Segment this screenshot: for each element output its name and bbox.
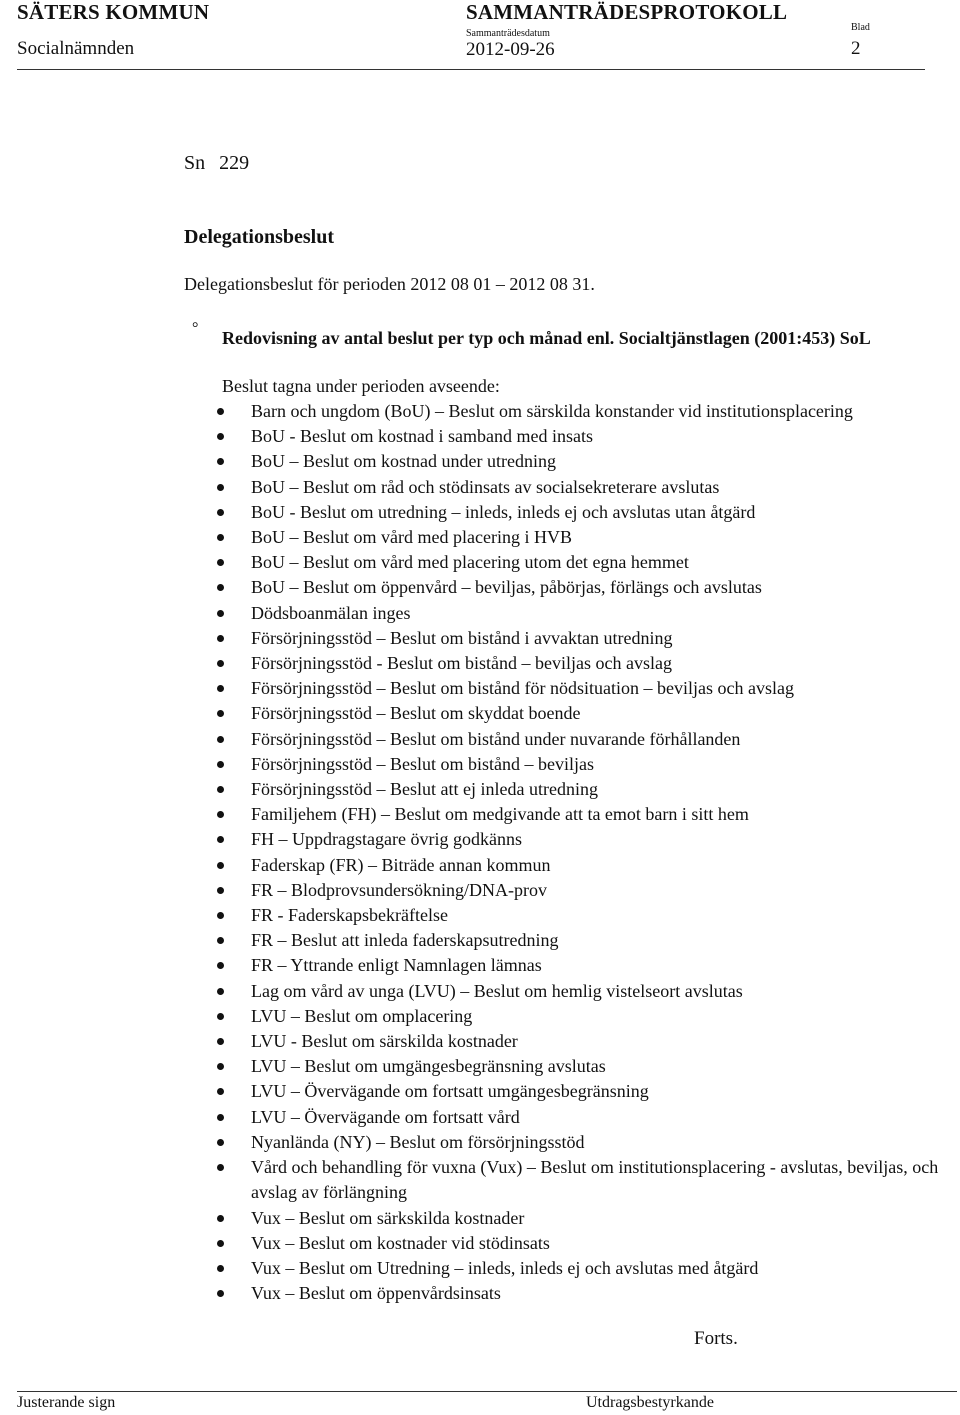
header-divider — [17, 69, 925, 70]
list-item-text: BoU - Beslut om utredning – inleds, inleds ej och avslutas utan åtgärd — [251, 501, 756, 522]
bullet-icon — [217, 1063, 224, 1070]
bullet-icon — [217, 484, 224, 491]
bullet-icon — [217, 635, 224, 642]
bullet-icon — [217, 811, 224, 818]
case-number — [184, 152, 249, 175]
bullet-icon — [217, 685, 224, 692]
department-name: Socialnämnden — [17, 38, 135, 59]
list-item-text: BoU – Beslut om öppenvård – beviljas, påbörjas, förlängs och avslutas — [251, 577, 762, 598]
list-item — [212, 777, 952, 802]
list-item-text: FR – Beslut att inleda faderskapsutredning — [251, 930, 559, 951]
document-title: SAMMANTRÄDESPROTOKOLL — [466, 0, 788, 24]
list-item-text: Försörjningsstöd – Beslut om bistånd under nuvarande förhållanden — [251, 728, 741, 749]
list-item — [212, 853, 952, 878]
bullet-icon — [217, 786, 224, 793]
bullet-icon — [217, 962, 224, 969]
list-item — [212, 1130, 952, 1155]
bullet-icon — [217, 509, 224, 516]
list-item — [212, 525, 952, 550]
list-item — [212, 651, 952, 676]
list-item — [212, 928, 952, 953]
list-item-text: Barn och ungdom (BoU) – Beslut om särskilda konstander vid institutionsplacering — [251, 401, 853, 421]
list-item — [212, 878, 952, 903]
list-item — [212, 953, 952, 978]
continued-note: Forts. — [694, 1328, 738, 1349]
list-item-text: Vux – Beslut om kostnader vid stödinsats — [251, 1232, 550, 1253]
list-item-text: BoU - Beslut om kostnad i samband med insats — [251, 426, 593, 447]
list-item — [212, 727, 952, 752]
list-item-text: BoU – Beslut om vård med placering utom det egna hemmet — [251, 552, 689, 573]
intro-text: Beslut tagna under perioden avseende: — [222, 376, 500, 396]
list-item — [212, 550, 952, 575]
certification-label: Utdragsbestyrkande — [586, 1394, 714, 1411]
bullet-icon — [217, 610, 224, 617]
bullet-icon — [217, 534, 224, 541]
list-item — [212, 626, 952, 651]
list-item-text: Nyanlända (NY) – Beslut om försörjningsstöd — [251, 1131, 585, 1152]
bullet-icon — [217, 660, 224, 667]
list-item-text: FR – Blodprovsundersökning/DNA-prov — [251, 879, 547, 900]
list-item-text: FR - Faderskapsbekräftelse — [251, 905, 448, 926]
list-item — [212, 601, 952, 626]
bullet-icon — [217, 1139, 224, 1146]
list-item-text: LVU – Övervägande om fortsatt umgängesbegränsning — [251, 1081, 649, 1102]
page-label: Blad — [851, 22, 870, 33]
report-title: Redovisning av antal beslut per typ och månad enl. Socialtjänstlagen (2001:453) SoL — [222, 328, 871, 348]
list-item — [212, 1029, 952, 1054]
case-number-value: 229 — [219, 152, 250, 174]
meeting-date: 2012-09-26 — [466, 39, 555, 60]
footer-divider — [17, 1391, 957, 1392]
bullet-icon — [217, 710, 224, 717]
list-item-text: Dödsboanmälan inges — [251, 602, 411, 623]
bullet-icon — [217, 1038, 224, 1045]
bullet-icon — [217, 1290, 224, 1297]
bullet-icon — [217, 836, 224, 843]
list-item-text: Familjehem (FH) – Beslut om medgivande att ta emot barn i sitt hem — [251, 804, 749, 825]
list-item — [212, 449, 952, 474]
list-item-text: FH – Uppdragstagare övrig godkänns — [251, 829, 522, 850]
list-item — [212, 1155, 952, 1205]
bullet-icon — [217, 1088, 224, 1095]
list-item-text: BoU – Beslut om vård med placering i HVB — [251, 527, 572, 548]
bullet-icon — [217, 584, 224, 591]
list-item — [212, 827, 952, 852]
list-item-text: Lag om vård av unga (LVU) – Beslut om hemlig vistelseort avslutas — [251, 980, 743, 1001]
bullet-icon — [217, 988, 224, 995]
list-item-text: Försörjningsstöd – Beslut om bistånd i avvaktan utredning — [251, 627, 673, 648]
bullet-icon — [217, 1164, 224, 1171]
list-item — [212, 424, 952, 449]
degree-bullet-icon: ° — [192, 320, 199, 337]
list-item — [212, 1004, 952, 1029]
bullet-icon — [217, 887, 224, 894]
bullet-icon — [217, 912, 224, 919]
list-item — [212, 1256, 952, 1281]
organization-name: SÄTERS KOMMUN — [17, 0, 210, 24]
list-item-text: LVU – Beslut om umgängesbegränsning avslutas — [251, 1056, 606, 1077]
list-item-text: Vux – Beslut om särkskilda kostnader — [251, 1207, 525, 1228]
list-item-text: Försörjningsstöd – Beslut om skyddat boende — [251, 703, 581, 724]
list-item — [212, 979, 952, 1004]
list-item — [212, 399, 952, 424]
bullet-icon — [217, 458, 224, 465]
list-item-text: FR – Yttrande enligt Namnlagen lämnas — [251, 955, 542, 976]
list-item — [212, 701, 952, 726]
list-item — [212, 1231, 952, 1256]
bullet-icon — [217, 761, 224, 768]
list-item — [212, 1105, 952, 1130]
bullet-icon — [217, 559, 224, 566]
list-item-text: LVU - Beslut om särskilda kostnader — [251, 1031, 518, 1052]
bullet-icon — [217, 736, 224, 743]
list-item-text: LVU – Övervägande om fortsatt vård — [251, 1106, 520, 1127]
bullet-icon — [217, 1013, 224, 1020]
case-prefix: Sn — [184, 152, 206, 174]
list-item-text: Vux – Beslut om öppenvårdsinsats — [251, 1283, 501, 1304]
signature-label: Justerande sign — [17, 1394, 116, 1411]
list-item — [212, 802, 952, 827]
list-item — [212, 676, 952, 701]
list-item — [212, 752, 952, 777]
period-text: Delegationsbeslut för perioden 2012 08 01 – 2012 08 31. — [184, 274, 595, 294]
bullet-icon — [217, 1215, 224, 1222]
list-item — [212, 903, 952, 928]
list-item-text: Försörjningsstöd – Beslut om bistånd – beviljas — [251, 753, 595, 774]
section-heading: Delegationsbeslut — [184, 226, 334, 248]
bullet-icon — [217, 408, 224, 415]
bullet-icon — [217, 1240, 224, 1247]
bullet-icon — [217, 1114, 224, 1121]
bullet-icon — [217, 1265, 224, 1272]
list-item — [212, 1281, 952, 1306]
list-item — [212, 1054, 952, 1079]
list-item-text: BoU – Beslut om råd och stödinsats av socialsekreterare avslutas — [251, 476, 720, 497]
list-item — [212, 1079, 952, 1104]
list-item — [212, 1206, 952, 1231]
list-item-text: LVU – Beslut om omplacering — [251, 1005, 473, 1026]
list-item-text: Faderskap (FR) – Biträde annan kommun — [251, 854, 551, 875]
page-number: 2 — [851, 38, 861, 59]
list-item — [212, 475, 952, 500]
list-item-text: Försörjningsstöd - Beslut om bistånd – beviljas och avslag — [251, 653, 672, 674]
bullet-icon — [217, 433, 224, 440]
date-label: Sammanträdesdatum — [466, 28, 550, 39]
list-item-text: BoU – Beslut om kostnad under utredning — [251, 451, 556, 472]
bullet-icon — [217, 862, 224, 869]
list-item — [212, 500, 952, 525]
list-item-text: Försörjningsstöd – Beslut om bistånd för nödsituation – beviljas och avslag — [251, 678, 794, 699]
list-item-text: Vux – Beslut om Utredning – inleds, inleds ej och avslutas med åtgärd — [251, 1257, 759, 1278]
list-item-text: Vård och behandling för vuxna (Vux) – Beslut om institutionsplacering - avslutas, beviljas, och avslag av förlängning — [251, 1157, 939, 1203]
bullet-icon — [217, 937, 224, 944]
list-item-text: Försörjningsstöd – Beslut att ej inleda utredning — [251, 779, 598, 800]
decision-type-list — [212, 399, 952, 1306]
list-item — [212, 575, 952, 600]
